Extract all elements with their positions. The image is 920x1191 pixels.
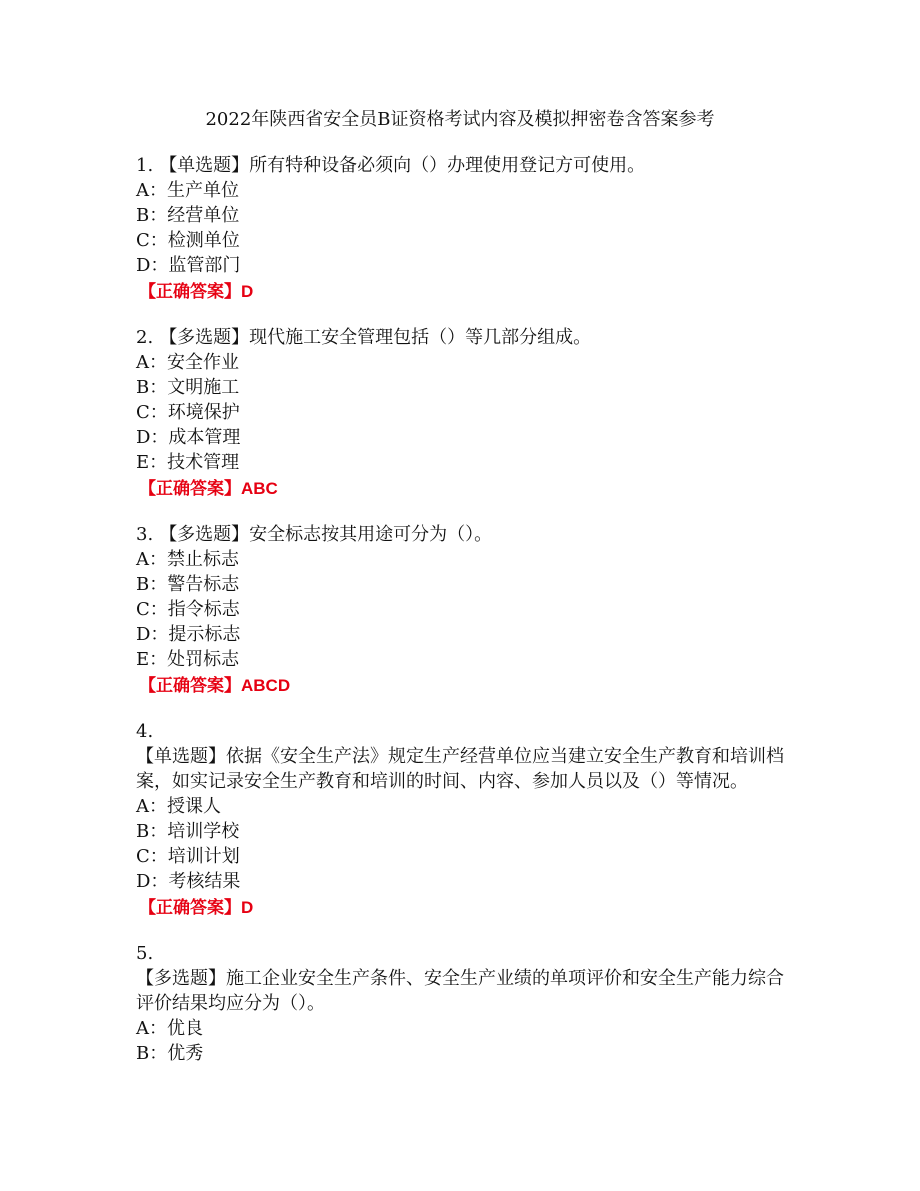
correct-answer [136,894,786,922]
option-c: C：培训计划 [136,846,240,867]
option-b: B：培训学校 [136,821,240,842]
question-stem [136,522,786,547]
option-e: E：技术管理 [136,452,240,473]
option-e: E：处罚标志 [136,649,240,670]
question-5 [136,941,786,1066]
correct-answer [136,672,786,700]
option-c: C：环境保护 [136,402,240,423]
option-b: B：经营单位 [136,205,240,226]
question-text: 【多选题】安全标志按其用途可分为（）。 [159,524,493,545]
option-b: B：优秀 [136,1043,204,1064]
question-text: 【多选题】现代施工安全管理包括（）等几部分组成。 [159,327,592,348]
question-4 [136,719,786,922]
question-text: 【单选题】所有特种设备必须向（）办理使用登记方可使用。 [159,155,646,176]
option-c: C：指令标志 [136,599,240,620]
option-d: D：成本管理 [136,427,241,448]
page-title: 2022年陕西省安全员B证资格考试内容及模拟押密卷含答案参考 [205,109,715,130]
option-d: D：考核结果 [136,871,241,892]
question-text: 【单选题】依据《安全生产法》规定生产经营单位应当建立安全生产教育和培训档案，如实记录安全生产教育和培训的时间、内容、参加人员以及（）等情况。 [136,746,784,792]
question-stem [136,941,786,1016]
correct-answer [136,278,786,306]
question-stem [136,325,786,350]
option-a: A：授课人 [136,796,221,817]
question-list [136,153,786,1085]
option-c: C：检测单位 [136,230,240,251]
option-a: A：生产单位 [136,180,239,201]
option-a: A：安全作业 [136,352,239,373]
answer-label: 【正确答案】 [139,479,241,498]
question-number: 2. [136,327,154,348]
question-number: 3. [136,524,154,545]
answer-value: ABC [241,479,278,498]
question-number: 5. [136,943,154,964]
option-b: B：文明施工 [136,377,240,398]
answer-label: 【正确答案】 [139,676,241,695]
answer-label: 【正确答案】 [139,282,241,301]
question-stem [136,719,786,794]
question-3 [136,522,786,700]
answer-value: ABCD [241,676,291,695]
option-b: B：警告标志 [136,574,240,595]
question-text: 【多选题】施工企业安全生产条件、安全生产业绩的单项评价和安全生产能力综合评价结果均应分为（）。 [136,968,784,1014]
answer-value: D [241,282,254,301]
answer-value: D [241,898,254,917]
option-a: A：禁止标志 [136,549,239,570]
answer-label: 【正确答案】 [139,898,241,917]
option-d: D：监管部门 [136,255,241,276]
option-d: D：提示标志 [136,624,241,645]
question-2 [136,325,786,503]
question-number: 1. [136,155,154,176]
correct-answer [136,475,786,503]
question-stem [136,153,786,178]
option-a: A：优良 [136,1018,203,1039]
question-1 [136,153,786,306]
question-number: 4. [136,721,154,742]
